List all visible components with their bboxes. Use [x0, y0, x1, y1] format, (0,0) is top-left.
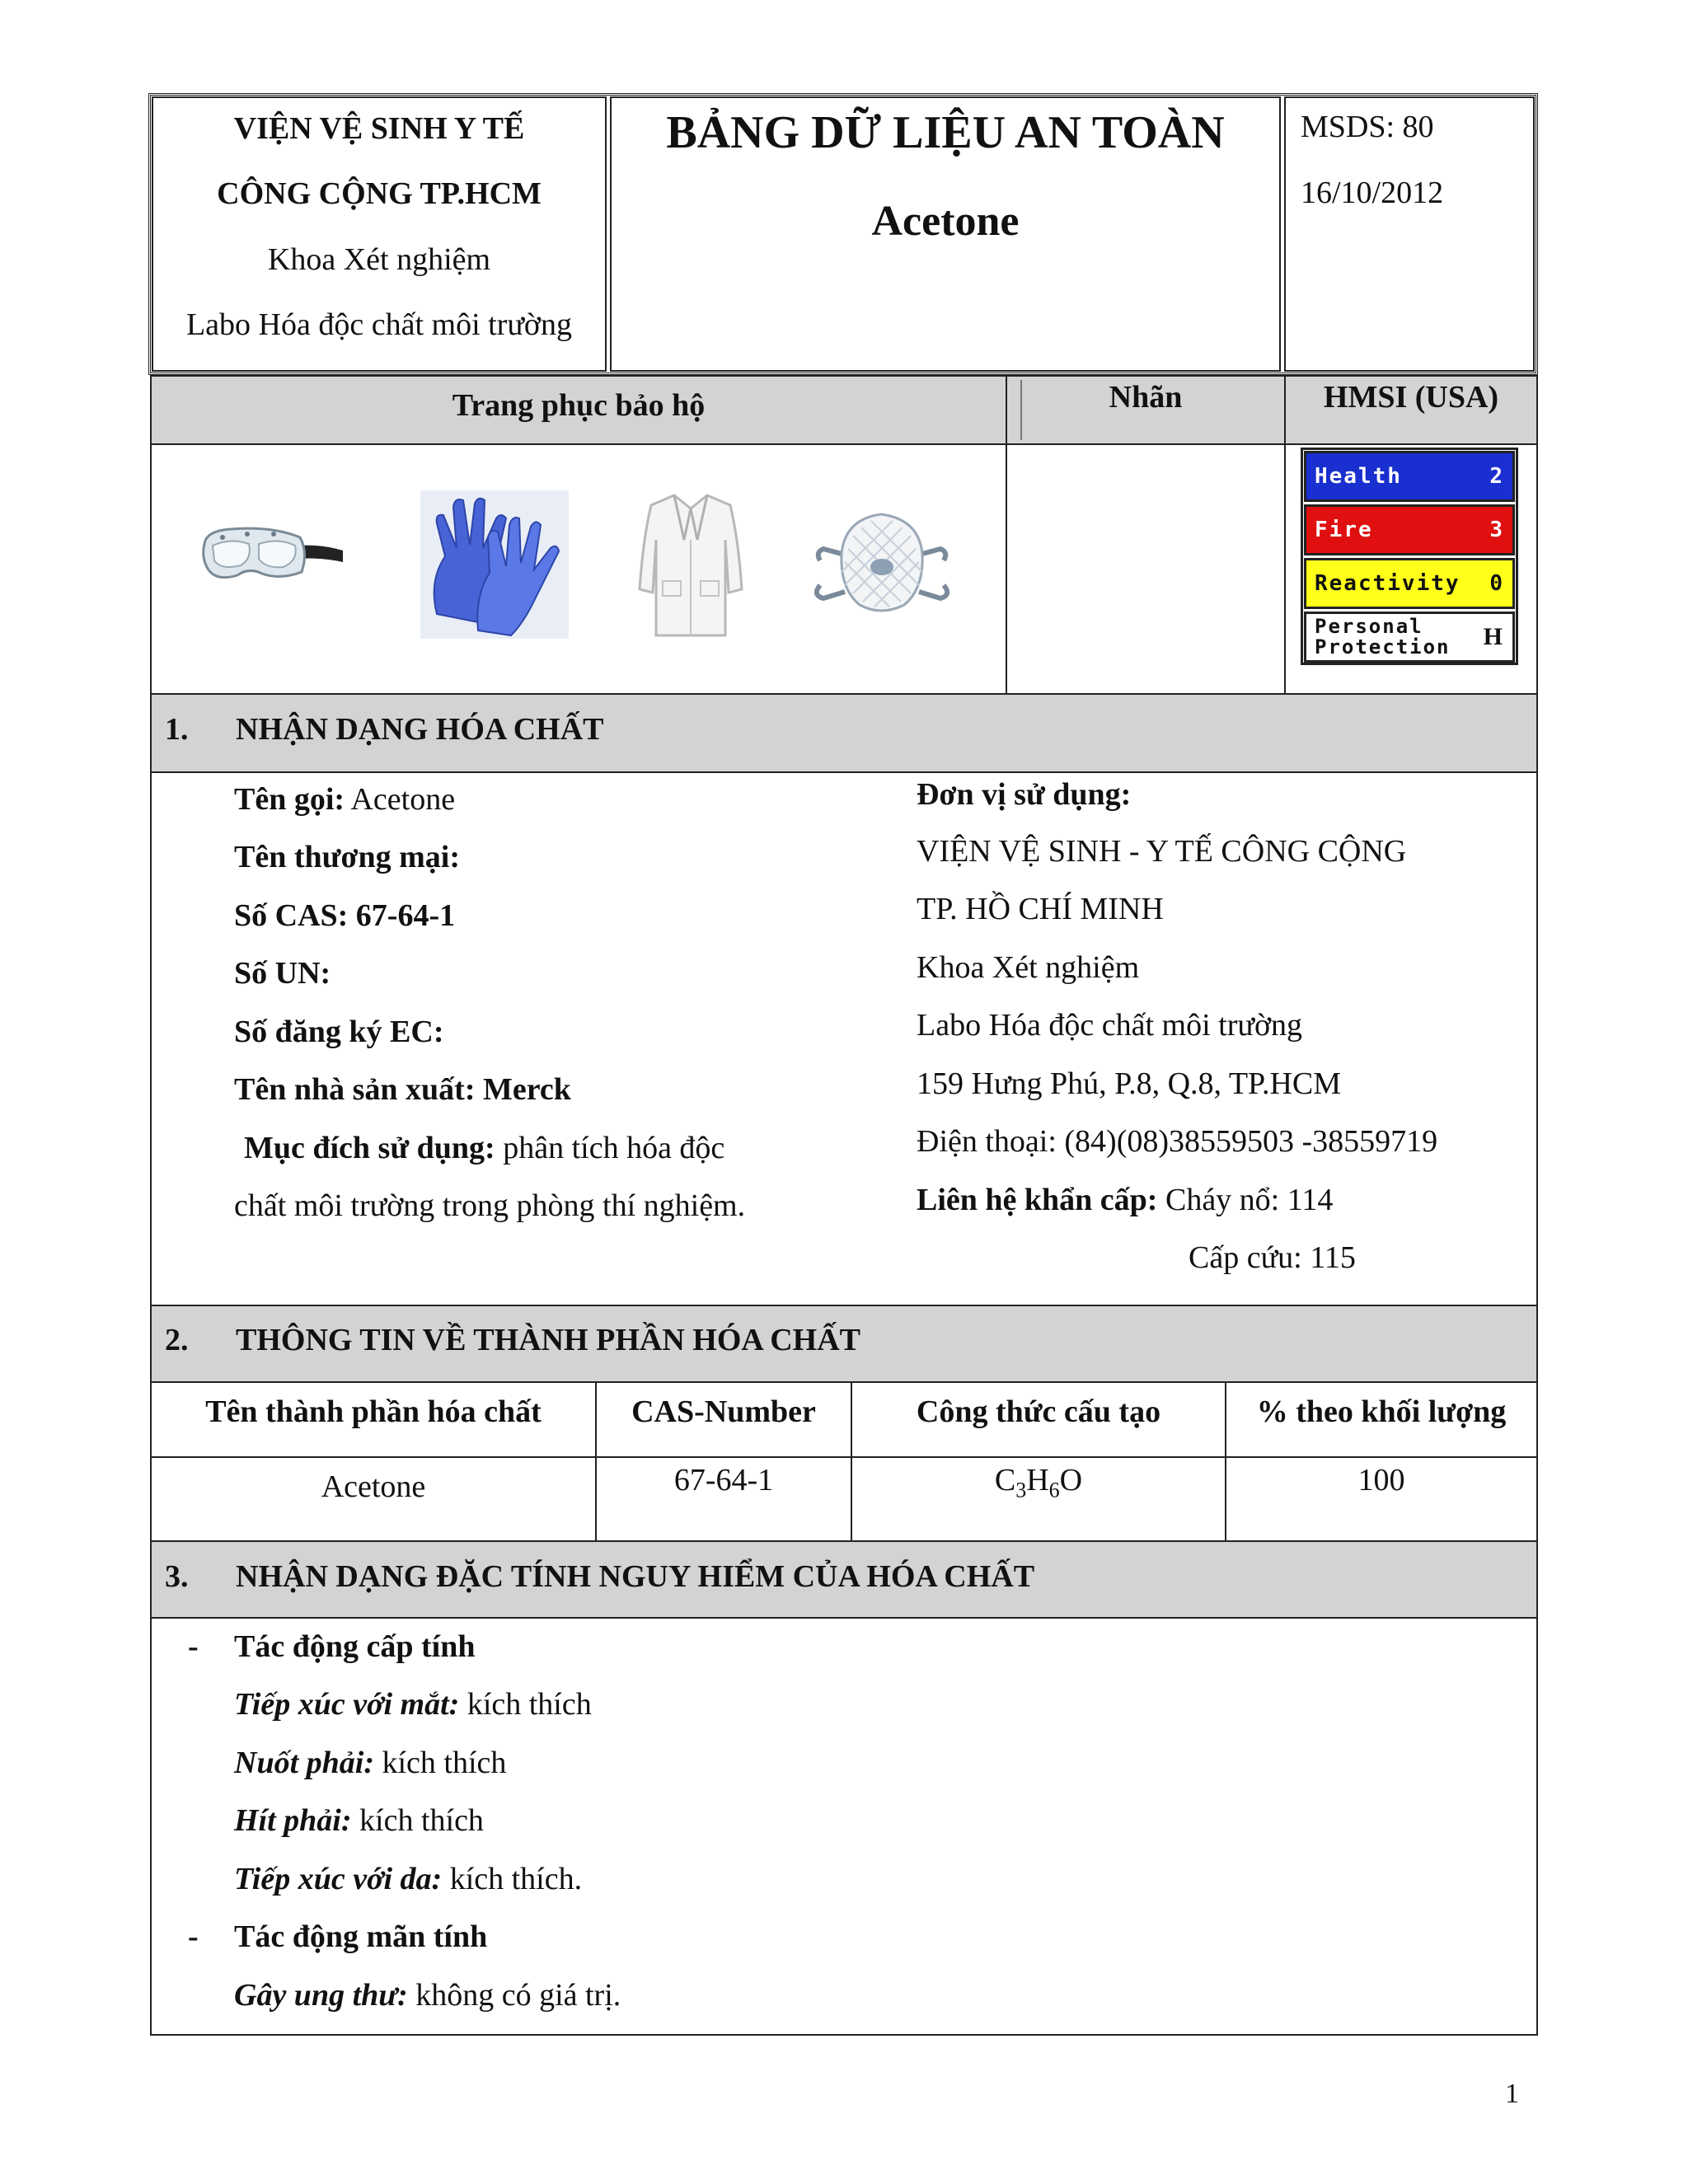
user-unit-line-4: Labo Hóa độc chất môi trường: [917, 1008, 1303, 1043]
cas-label: Số CAS: 67-64-1: [234, 898, 456, 933]
composition-col3-header: [851, 1381, 1226, 1458]
lab-coat-icon: [633, 490, 748, 639]
chronic-bullet: -: [188, 1919, 199, 1954]
user-unit-line-3: Khoa Xét nghiệm: [917, 950, 1140, 985]
name-label: Tên gọi:: [234, 782, 345, 817]
skin-label: Tiếp xúc với da:: [234, 1862, 443, 1896]
gloves-icon: [420, 490, 569, 639]
hmsi-fire-label: Fire: [1315, 518, 1373, 542]
section3-title: NHẬN DẠNG ĐẶC TÍNH NGUY HIỂM CỦA HÓA CHẤT: [236, 1559, 1035, 1594]
hmsi-health-value: 2: [1489, 464, 1504, 489]
eye-label: Tiếp xúc với mắt:: [234, 1687, 460, 1722]
org-line-4: Labo Hóa độc chất môi trường: [185, 307, 573, 342]
composition-col1-header: [150, 1381, 597, 1458]
inhale-label: Hít phải:: [234, 1803, 352, 1838]
composition-cas-header: CAS-Number: [631, 1394, 816, 1429]
msds-date: 16/10/2012: [1301, 176, 1444, 210]
hmsi-reactivity-row: [1304, 558, 1515, 609]
section3-number: 3.: [165, 1559, 189, 1594]
hmsi-health-row: [1304, 451, 1515, 502]
hmsi-ppe-row: [1304, 612, 1515, 663]
emergency-label: Liên hệ khẩn cấp:: [917, 1183, 1158, 1217]
composition-percent-header: % theo khối lượng: [1256, 1394, 1507, 1429]
emergency-aid: Cấp cứu: 115: [1189, 1240, 1356, 1275]
hmsi-reactivity-label: Reactivity: [1315, 571, 1461, 596]
swallow-label: Nuốt phải:: [234, 1746, 374, 1780]
emergency-fire: Cháy nổ: 114: [1165, 1183, 1334, 1217]
cancer-value: không có giá trị.: [415, 1978, 621, 2013]
chemical-name: Acetone: [871, 198, 1020, 245]
eye-value: kích thích: [467, 1687, 592, 1722]
cancer-label: Gây ung thư:: [234, 1978, 408, 2013]
trade-name-label: Tên thương mại:: [234, 840, 460, 874]
protection-header-col2: [1006, 375, 1286, 445]
hmsi-reactivity-value: 0: [1489, 571, 1504, 596]
section3-header: [150, 1540, 1538, 1619]
header-org-cell: [152, 96, 607, 372]
user-unit-line-1: VIỆN VỆ SINH - Y TẾ CÔNG CỘNG: [917, 834, 1407, 869]
chronic-title: Tác động mãn tính: [234, 1919, 488, 1954]
skin-value: kích thích.: [449, 1862, 583, 1896]
user-unit-line-2: TP. HỒ CHÍ MINH: [917, 892, 1164, 926]
protection-header-col3: [1284, 375, 1538, 445]
hmsi-ppe-label-1: Personal: [1315, 614, 1423, 638]
composition-formula: $C_3H_6O$: [994, 1463, 1083, 1502]
composition-cas: 67-64-1: [673, 1463, 774, 1497]
section2-number: 2.: [165, 1323, 189, 1357]
msds-number: MSDS: 80: [1301, 110, 1434, 144]
hmsi-ppe-value: H: [1483, 623, 1504, 650]
composition-percent: 100: [1357, 1463, 1405, 1497]
composition-name-header: Tên thành phần hóa chất: [205, 1394, 542, 1429]
hmsi-ppe-label-2: Protection: [1315, 635, 1451, 658]
composition-col4-header: [1225, 1381, 1538, 1458]
un-label: Số UN:: [234, 956, 331, 991]
section1-title: NHẬN DẠNG HÓA CHẤT: [236, 712, 604, 747]
header-msds-cell: [1284, 96, 1535, 372]
org-line-1: VIỆN VỆ SINH Y TẾ: [233, 111, 525, 146]
phone: Điện thoại: (84)(08)38559503 -38559719: [917, 1124, 1438, 1159]
section1-number: 1.: [165, 712, 189, 747]
swallow-value: kích thích: [382, 1746, 507, 1780]
label-image-cell: [1006, 443, 1286, 695]
page-title: BẢNG DỮ LIỆU AN TOÀN: [666, 107, 1225, 158]
acute-bullet: -: [188, 1629, 199, 1664]
label-title: Nhãn: [1109, 380, 1183, 415]
composition-name: Acetone: [321, 1469, 426, 1504]
org-line-2: CÔNG CỘNG TP.HCM: [217, 176, 542, 211]
hmsi-health-label: Health: [1315, 464, 1402, 489]
org-line-3: Khoa Xét nghiệm: [267, 242, 491, 277]
ec-label: Số đăng ký EC:: [234, 1015, 444, 1049]
goggles-icon: [198, 519, 346, 593]
page-number: 1: [1505, 2079, 1519, 2109]
composition-formula-header: Công thức cấu tạo: [916, 1394, 1161, 1429]
composition-row-cell2: [595, 1456, 852, 1542]
respirator-mask-icon: [812, 503, 952, 618]
section2-title: THÔNG TIN VỀ THÀNH PHẦN HÓA CHẤT: [236, 1323, 861, 1357]
composition-row-cell4: [1225, 1456, 1538, 1542]
address: 159 Hưng Phú, P.8, Q.8, TP.HCM: [917, 1066, 1342, 1101]
protection-header-col1: [150, 375, 1007, 445]
purpose-value-2: chất môi trường trong phòng thí nghiệm.: [234, 1188, 746, 1223]
section2-header: [150, 1305, 1538, 1383]
composition-col2-header: [595, 1381, 852, 1458]
protection-title: Trang phục bảo hộ: [452, 388, 706, 423]
hmsi-fire-value: 3: [1489, 518, 1504, 542]
purpose-value-1: phân tích hóa độc: [503, 1131, 725, 1165]
manufacturer-label: Tên nhà sản xuất: Merck: [234, 1072, 571, 1107]
composition-row-cell3: [851, 1456, 1226, 1542]
acute-title: Tác động cấp tính: [234, 1629, 476, 1664]
hmsi-title: HMSI (USA): [1323, 380, 1499, 415]
header-title-cell: [610, 96, 1281, 372]
name-value: Acetone: [350, 782, 456, 817]
hmsi-fire-row: [1304, 504, 1515, 555]
user-unit-label: Đơn vị sử dụng:: [917, 777, 1132, 812]
purpose-label: Mục đích sử dụng:: [244, 1131, 495, 1165]
section1-header: [150, 693, 1538, 773]
composition-row-cell1: [150, 1456, 597, 1542]
inhale-value: kích thích: [359, 1803, 484, 1838]
